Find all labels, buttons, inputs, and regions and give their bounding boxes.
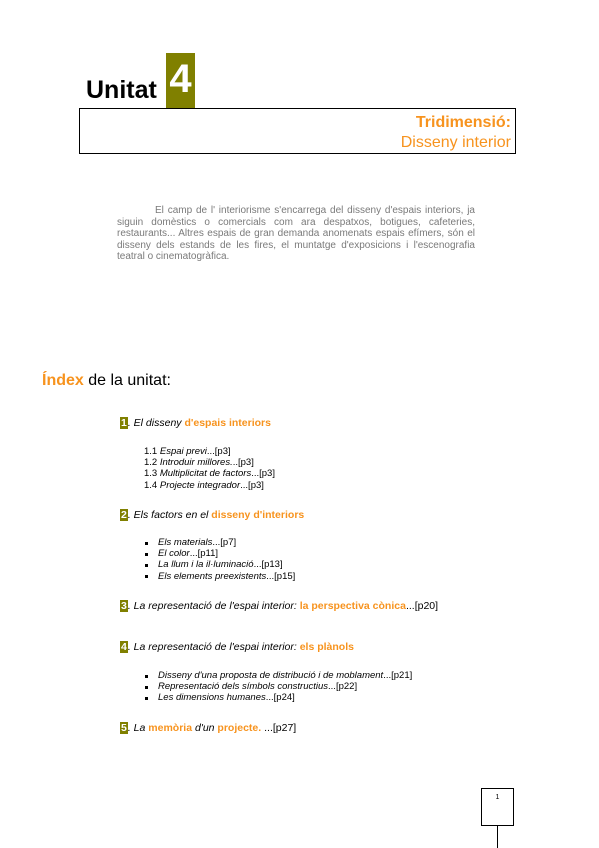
index-heading: [42, 371, 171, 391]
list-item: Els elements preexistents...[p15]: [144, 571, 295, 582]
index-heading-rest: de la unitat:: [83, 372, 171, 389]
unit-label: Unitat: [86, 76, 157, 104]
section-text: . El disseny: [127, 417, 185, 429]
section-text: d'un: [192, 722, 218, 734]
section-number: 5: [121, 722, 127, 734]
page-number-line: [497, 826, 498, 848]
unit-subtitle: Disseny interior: [400, 134, 511, 151]
index-heading-accent: Índex: [42, 372, 84, 389]
section-page: ...[p27]: [261, 722, 297, 734]
section-4-items: [144, 670, 412, 704]
page-number: 1: [481, 788, 514, 826]
section-text: . La: [127, 722, 149, 734]
intro-paragraph: El camp de l' interiorisme s'encarrega del disseny d'espais interiors, ja siguin domèstics o comercials com ara despatxos, botigues, cafeteries, restaurants... Altres espais de gran demanda anomenats espais efímers, són el disseny dels estands de les fires, el muntatge d'exposicions i l'escenografia teatral o cinematogràfica.: [117, 205, 475, 262]
list-item: 1.2 Introduir millores...[p3]: [144, 457, 254, 469]
list-item: 1.3 Multiplicitat de factors...[p3]: [144, 468, 275, 480]
section-2-items: [144, 537, 295, 582]
list-item: El color...[p11]: [144, 548, 295, 559]
section-number: 1: [121, 417, 127, 429]
section-accent: d'espais interiors: [184, 417, 271, 429]
section-accent: disseny d'interiors: [211, 509, 305, 521]
list-item: Les dimensions humanes...[p24]: [144, 692, 412, 703]
section-text: . La representació de l'espai interior:: [127, 641, 300, 653]
list-item: Els materials...[p7]: [144, 537, 295, 548]
index-section-3: [120, 600, 476, 613]
unit-title: Tridimensió:: [415, 114, 511, 131]
section-number: 4: [121, 641, 127, 653]
unit-number-badge: 4: [166, 53, 195, 108]
section-number: 3: [121, 600, 127, 612]
list-item: 1.1 Espai previ...[p3]: [144, 446, 231, 457]
index-section-2: [120, 509, 304, 522]
section-1-items: [144, 446, 275, 491]
section-accent: memòria: [148, 722, 193, 734]
list-item: 1.4 Projecte integrador...[p3]: [144, 479, 264, 491]
section-number: 2: [121, 509, 127, 521]
list-item: Disseny d'una proposta de distribució i de moblament...[p21]: [144, 670, 412, 681]
index-section-1: [120, 417, 271, 430]
section-accent: projecte.: [217, 722, 262, 734]
list-item: La llum i la il·luminació...[p13]: [144, 559, 295, 570]
section-accent: la perspectiva cònica: [299, 600, 406, 612]
index-section-5: [120, 722, 296, 735]
section-text: . La representació de l'espai interior:: [127, 600, 300, 612]
list-item: Representació dels símbols constructius...[p22]: [144, 681, 412, 692]
index-section-4: [120, 641, 354, 654]
section-page: ...[p20]: [405, 600, 439, 612]
section-text: . Els factors en el: [127, 509, 212, 521]
section-accent: els plànols: [299, 641, 354, 653]
title-box: [79, 108, 516, 154]
